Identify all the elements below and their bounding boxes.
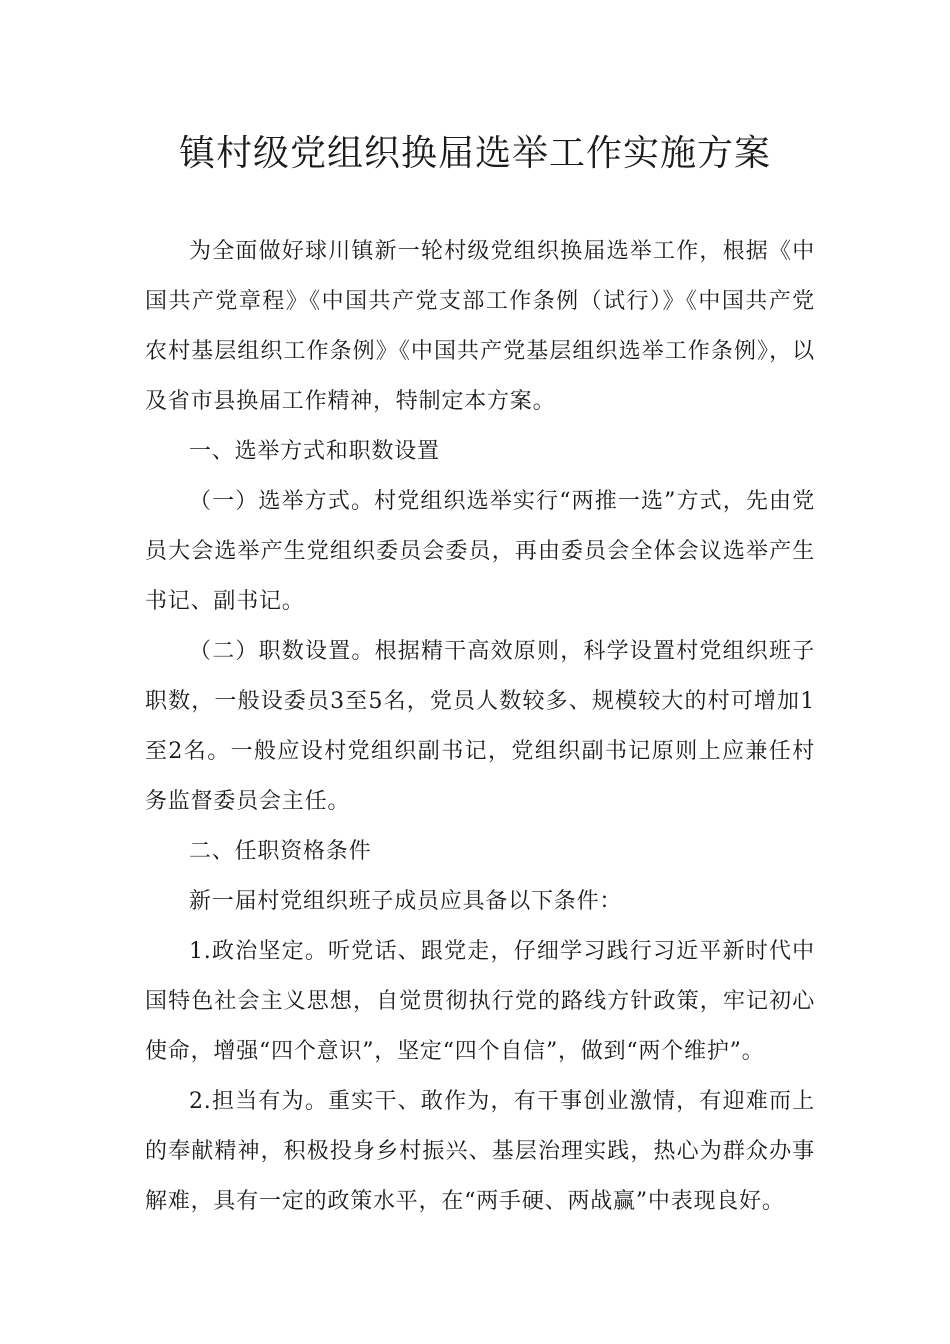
- paragraph-position-setting: （二）职数设置。根据精干高效原则，科学设置村党组织班子职数，一般设委员3至5名，党员人数较多、规模较大的村可增加1至2名。一般应设村党组织副书记，党组织副书记原则上应兼任村务监督委员会主任。: [145, 639, 815, 814]
- heading-section-2: 二、任职资格条件: [189, 839, 372, 864]
- paragraph-condition-2: 2.担当有为。重实干、敢作为，有干事创业激情，有迎难而上的奉献精神，积极投身乡村振兴、基层治理实践，热心为群众办事解难，具有一定的政策水平，在“两手硬、两战赢”中表现良好。: [145, 1089, 815, 1214]
- document-title: 镇村级党组织换届选举工作实施方案: [178, 133, 771, 174]
- paragraph-conditions-intro: 新一届村党组织班子成员应具备以下条件：: [189, 889, 623, 914]
- paragraph-condition-1: 1.政治坚定。听党话、跟党走，仔细学习践行习近平新时代中国特色社会主义思想，自觉贯彻执行党的路线方针政策，牢记初心使命，增强“四个意识”，坚定“四个自信”，做到“两个维护”。: [145, 939, 815, 1064]
- paragraph-intro: 为全面做好球川镇新一轮村级党组织换届选举工作，根据《中国共产党章程》《中国共产党支部工作条例（试行）》《中国共产党农村基层组织工作条例》《中国共产党基层组织选举工作条例》，以及省市县换届工作精神，特制定本方案。: [145, 239, 815, 414]
- paragraph-election-method: （一）选举方式。村党组织选举实行“两推一选”方式，先由党员大会选举产生党组织委员会委员，再由委员会全体会议选举产生书记、副书记。: [145, 489, 815, 614]
- heading-section-1: 一、选举方式和职数设置: [189, 439, 440, 464]
- document-body: [145, 227, 815, 1227]
